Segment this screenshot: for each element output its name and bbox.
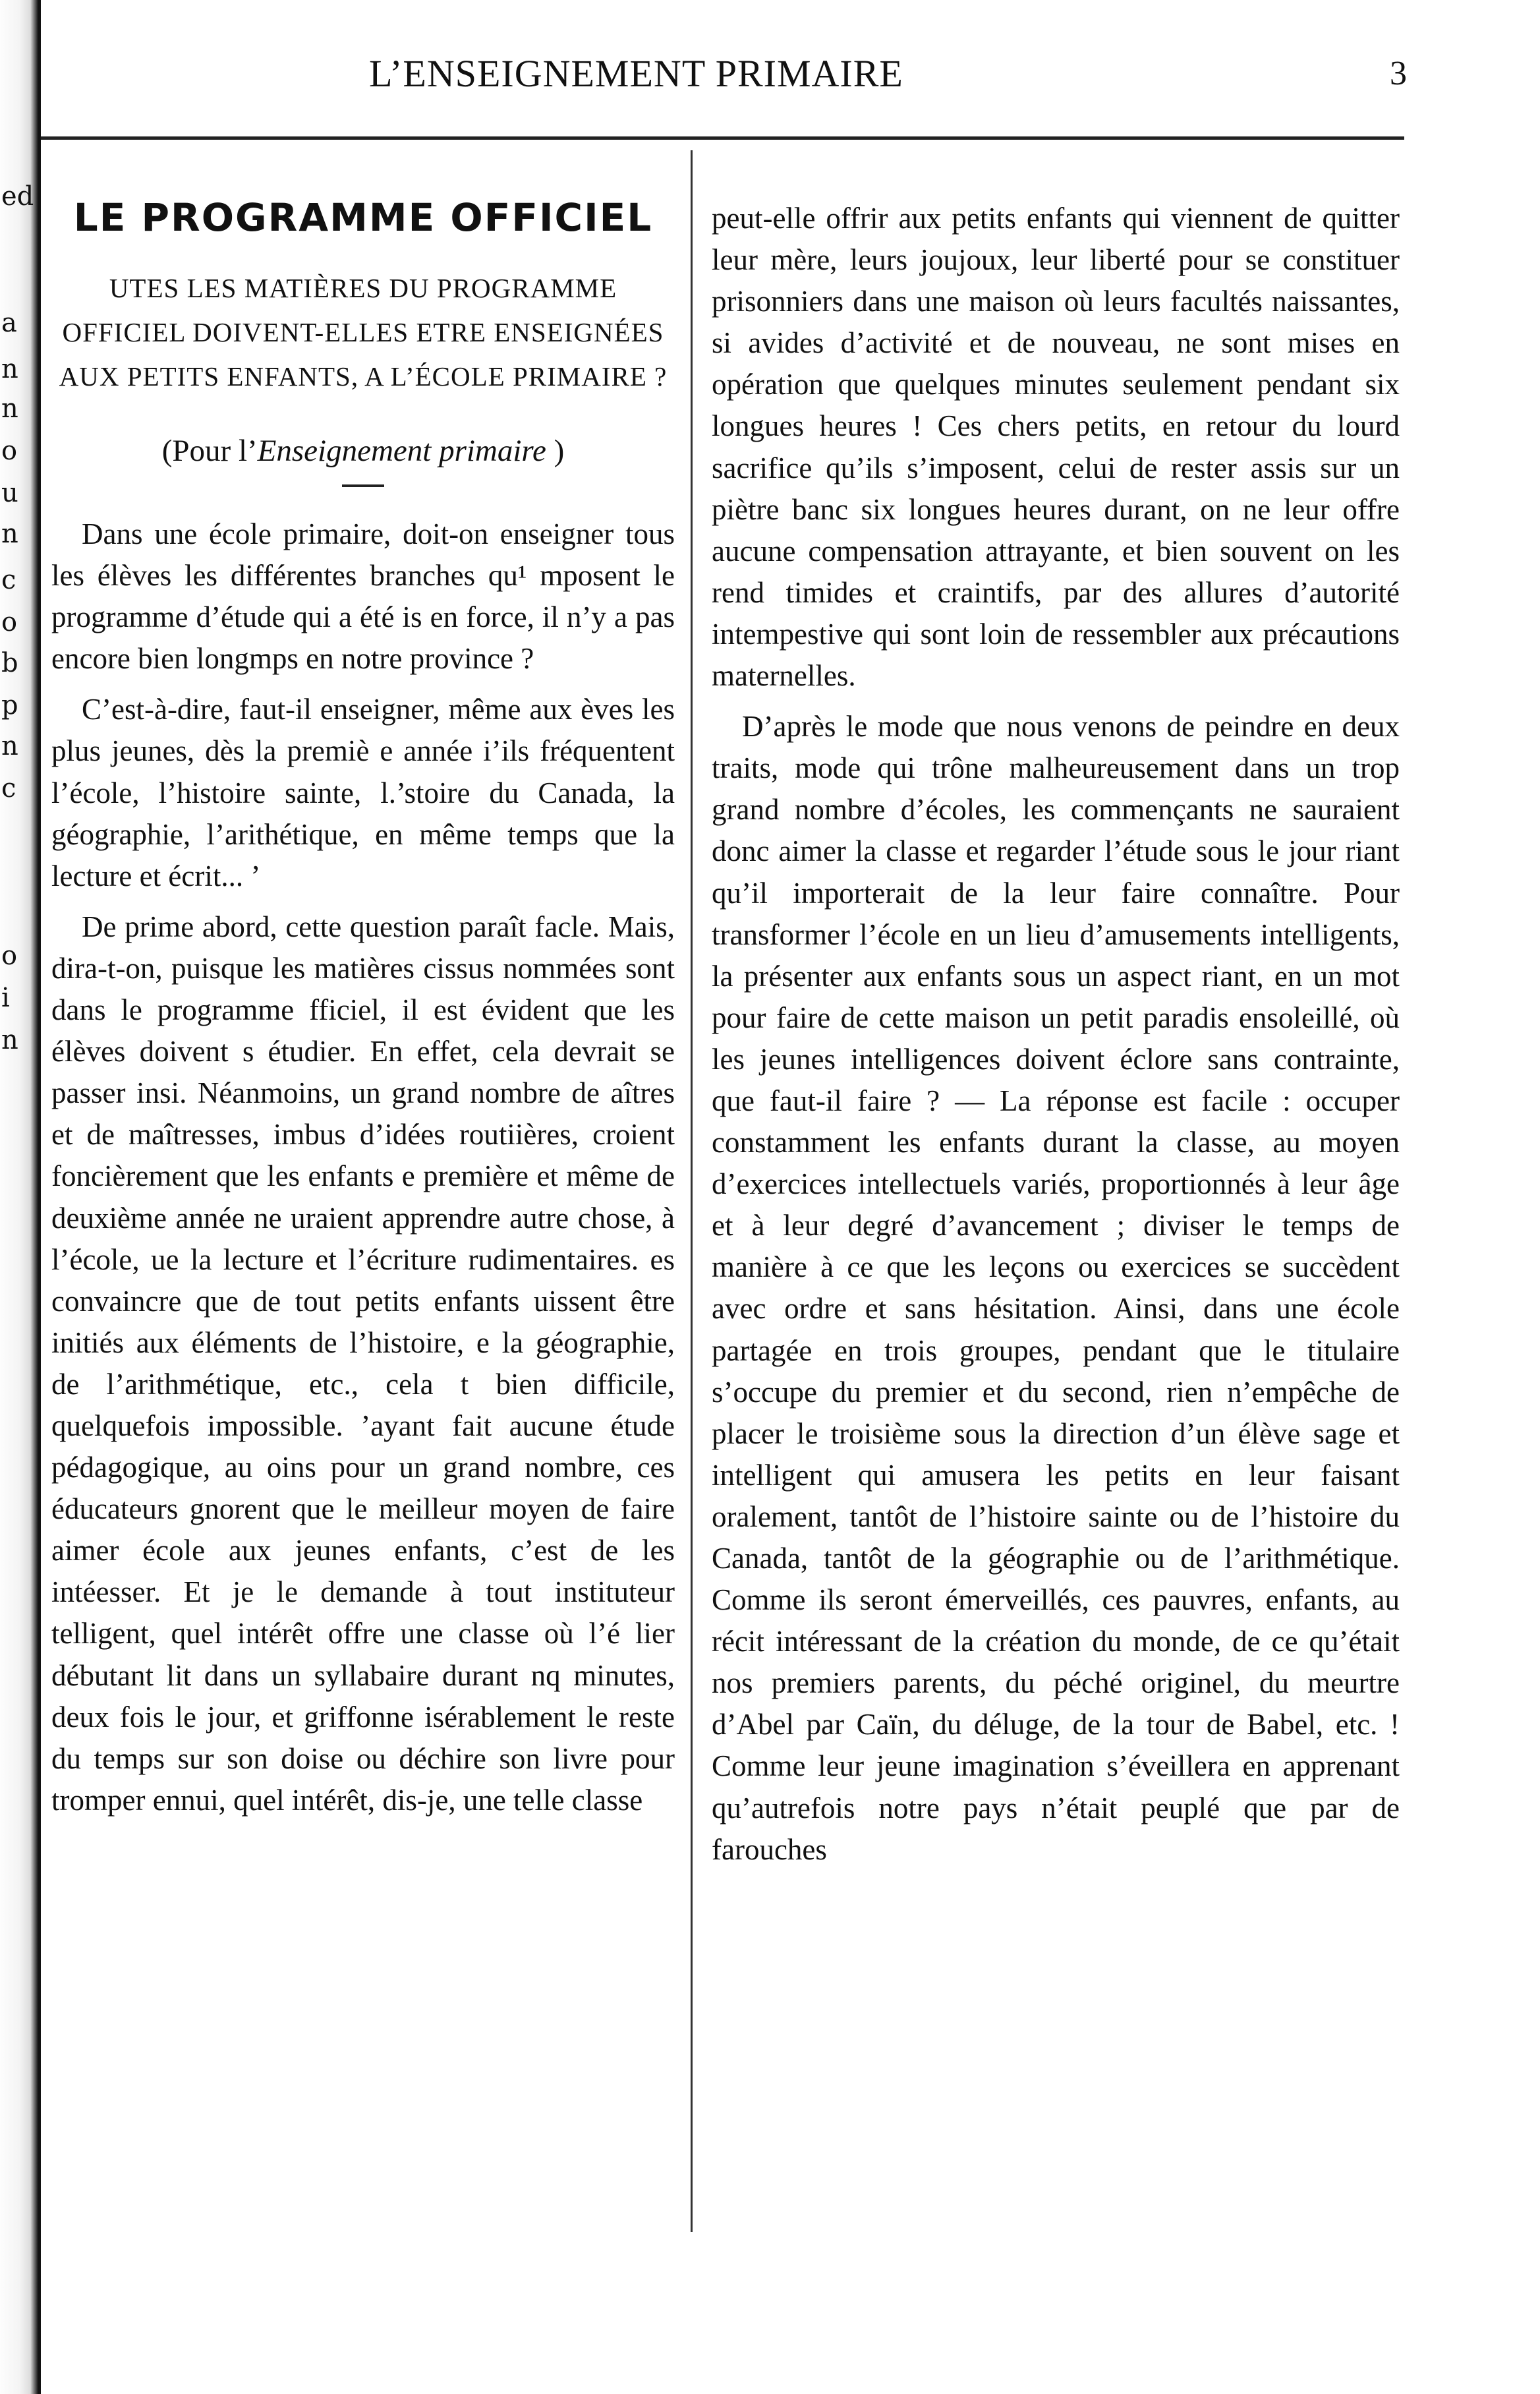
left-paragraph-1: Dans une école primaire, doit-on enseigner tous les élèves les différentes branches qu¹ mposent le programme d’étude qui a été is en force, il n’y a pas encore bien longmps en notre province ? bbox=[51, 517, 675, 676]
running-head-title: L’ENSEIGNEMENT PRIMAIRE bbox=[369, 52, 903, 95]
margin-fragment: b bbox=[1, 648, 18, 678]
margin-fragment: i bbox=[1, 983, 10, 1013]
margin-fragment: p bbox=[1, 690, 18, 720]
article-title: LE PROGRAMME OFFICIEL bbox=[73, 195, 653, 240]
column-divider bbox=[691, 150, 693, 2232]
margin-fragment: c bbox=[1, 773, 16, 803]
margin-fragment: o bbox=[1, 607, 18, 637]
right-paragraph-2: D’après le mode que nous venons de peindre en deux traits, mode qui trône malheureusement dans un trop grand nombre d’écoles, les commençants ne sauraient donc aimer la classe et regarder l’étude sous le jour riant qu’il importerait de la leur faire connaître. Pour transformer l’école en un lieu d’amusements intelligents, la présenter aux enfants sous un aspect riant, en un mot pour faire de cette maison un petit paradis ensoleillé, où les jeunes intelligences doivent éclore sans contrainte, que faut-il faire ? — La réponse est facile : occuper constamment les enfants durant la classe, au moyen d’exercices intellectuels variés, proportionnés à leur âge et à leur degré d’avancement ; diviser le temps de manière à ce que les leçons ou exercices se succèdent avec ordre et sans hésitation. Ainsi, dans une école partagée en trois groupes, pendant que le titulaire s’occupe du premier et du second, rien n’empêche de placer le troisième sous la direction d’un élève sage et intelligent qui amusera les petits en leur faisant oralement, tantôt de l’histoire sainte ou de l’histoire du Canada, tantôt de la géographie ou de l’arithmétique. Comme ils seront émerveillés, ces pauvres, enfants, au récit intéressant de la création du monde, de ce qu’était nos premiers parents, du péché originel, du meurtre d’Abel par Caïn, du déluge, de la tour de Babel, etc. ! Comme leur jeune imagination s’éveillera en apprenant qu’autrefois notre pays n’était peuplé que par de farouches bbox=[712, 710, 1400, 1866]
margin-fragment: u bbox=[1, 478, 18, 508]
margin-fragment: o bbox=[1, 436, 18, 466]
margin-fragment: n bbox=[1, 731, 18, 761]
margin-fragment: o bbox=[1, 941, 18, 971]
article-byline bbox=[51, 433, 675, 469]
page-number: 3 bbox=[1390, 55, 1407, 92]
byline-publication: Enseignement primaire bbox=[257, 434, 546, 468]
left-paragraph-2: C’est-à-dire, faut-il enseigner, même aux èves les plus jeunes, dès la premiè e année i’ils fréquentent l’école, l’histoire sainte, l.’stoire du Canada, la géographie, l’arithétique, en même temps que la lecture et écrit... ’ bbox=[51, 693, 675, 892]
article-subheading: UTES LES MATIÈRES DU PROGRAMME OFFICIEL DOIVENT-ELLES ETRE ENSEIGNÉES AUX PETITS ENFANTS, A L’ÉCOLE PRIMAIRE ? bbox=[59, 273, 668, 392]
byline-open: (Pour l’ bbox=[161, 434, 258, 468]
margin-fragment: c bbox=[1, 565, 16, 595]
margin-fragment: n bbox=[1, 394, 18, 424]
margin-fragment: n bbox=[1, 1025, 18, 1055]
section-dash bbox=[342, 484, 384, 487]
margin-fragment: n bbox=[1, 354, 18, 384]
right-column bbox=[712, 198, 1400, 1871]
right-paragraph-1: peut-elle offrir aux petits enfants qui viennent de quitter leur mère, leurs joujoux, leur liberté pour se constituer prisonniers dans une maison où leurs facultés naissantes, si avides d’activité et de nouveau, ne sont mises en opération que quelques minutes seulement pendant six longues heures ! Ces chers petits, en retour du lourd sacrifice qu’ils s’imposent, celui de rester assis sur un piètre banc six longues heures durant, on ne leur offre aucune compensation attrayante, et bien souvent on les rend timides et craintifs, par des allures d’autorité intempestive qui sont loin de ressembler aux précautions maternelles. bbox=[712, 202, 1400, 693]
cropped-margin-letters bbox=[0, 0, 40, 2394]
left-paragraph-3: De prime abord, cette question paraît facle. Mais, dira-t-on, puisque les matières cissus nommées sont dans le programme fficiel, il est évident que les élèves doivent s étudier. En effet, cela devrait se passer insi. Néanmoins, un grand nombre de aîtres et de maîtresses, imbus d’idées routiières, croient foncièrement que les enfants e première et même de deuxième année ne uraient apprendre autre chose, à l’école, ue la lecture et l’écriture rudimentaires. es convaincre que de tout petits enfants uissent être initiés aux éléments de l’histoire, e la géographie, de l’arithmétique, etc., cela t bien difficile, quelquefois impossible. ’ayant fait aucune étude pédagogique, au oins pour un grand nombre, ces éducateurs gnorent que le meilleur moyen de faire aimer école aux jeunes enfants, c’est de les intéesser. Et je le demande à tout instituteur telligent, quel intérêt offre une classe où l’é lier débutant lit dans un syllabaire durant nq minutes, deux fois le jour, et griffonne isérablement le reste du temps sur son doise ou déchire son livre pour tromper ennui, quel intérêt, dis-je, une telle classe bbox=[51, 910, 675, 1817]
margin-fragment: a bbox=[1, 308, 17, 338]
byline-close: ) bbox=[546, 434, 565, 468]
margin-fragment: n bbox=[1, 519, 18, 549]
left-column bbox=[51, 177, 675, 1821]
header-rule bbox=[41, 136, 1404, 140]
margin-fragment: ed bbox=[1, 181, 34, 212]
